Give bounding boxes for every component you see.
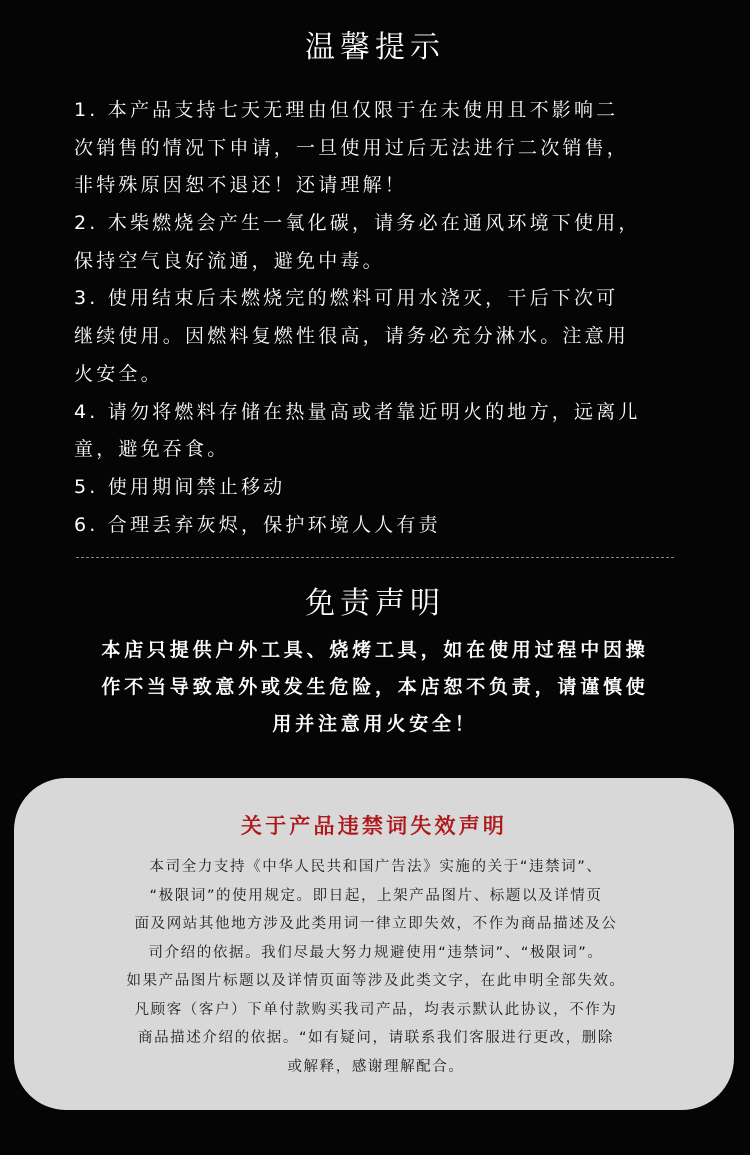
- notice-line: “极限词”的使用规定。即日起，上架产品图片、标题以及详情页: [149, 887, 603, 904]
- tips-line: 5. 使用期间禁止移动: [74, 475, 286, 498]
- disclaimer-line: 作不当导致意外或发生危险，本店恕不负责，请谨慎使: [101, 676, 649, 698]
- tips-line: 保持空气良好流通，避免中毒。: [74, 249, 385, 272]
- tips-line: 2. 木柴燃烧会产生一氧化碳，请务必在通风环境下使用，: [74, 212, 641, 235]
- notice-line: 凡顾客（客户）下单付款购买我司产品，均表示默认此协议，不作为: [134, 1001, 618, 1018]
- notice-line: 本司全力支持《中华人民共和国广告法》实施的关于“违禁词”、: [149, 859, 603, 875]
- disclaimer-line: 本店只提供户外工具、烧烤工具，如在使用过程中因操: [101, 639, 649, 661]
- tips-line: 次销售的情况下申请，一旦使用过后无法进行二次销售，: [74, 136, 630, 159]
- notice-line: 司介绍的依据。我们尽最大努力规避使用“违禁词”、“极限词”。: [148, 944, 604, 961]
- tips-line: 6. 合理丢弃灰烬，保护环境人人有责: [74, 513, 441, 536]
- section-divider: [76, 557, 674, 558]
- notice-line: 商品描述介绍的依据。“如有疑问，请联系我们客服进行更改，删除: [137, 1030, 614, 1046]
- notice-card-body: [66, 853, 686, 1081]
- disclaimer-text: [60, 632, 690, 743]
- notice-card: [14, 778, 734, 1110]
- tips-line: 4. 请勿将燃料存储在热量高或者靠近明火的地方，远离儿: [74, 400, 641, 423]
- notice-card-title: 关于产品违禁词失效声明: [240, 814, 508, 838]
- tips-line: 3. 使用结束后未燃烧完的燃料可用水浇灭，干后下次可: [74, 287, 619, 310]
- tips-list: [74, 92, 696, 544]
- tips-line: 童，避免吞食。: [74, 438, 230, 461]
- disclaimer-line: 用并注意用火安全！: [272, 713, 478, 735]
- tips-line: 火安全。: [74, 362, 163, 385]
- tips-line: 继续使用。因燃料复燃性很高，请务必充分淋水。注意用: [74, 325, 630, 348]
- tips-line: 非特殊原因恕不退还！还请理解！: [74, 174, 408, 197]
- notice-line: 面及网站其他地方涉及此类用词一律立即失效，不作为商品描述及公: [134, 916, 618, 932]
- disclaimer-title: 免责声明: [305, 586, 445, 621]
- notice-line: 或解释，感谢理解配合。: [287, 1058, 465, 1075]
- notice-line: 如果产品图片标题以及详情页面等涉及此类文字，在此申明全部失效。: [126, 973, 626, 989]
- tips-line: 1. 本产品支持七天无理由但仅限于在未使用且不影响二: [74, 99, 619, 121]
- tips-title: 温馨提示: [305, 30, 445, 65]
